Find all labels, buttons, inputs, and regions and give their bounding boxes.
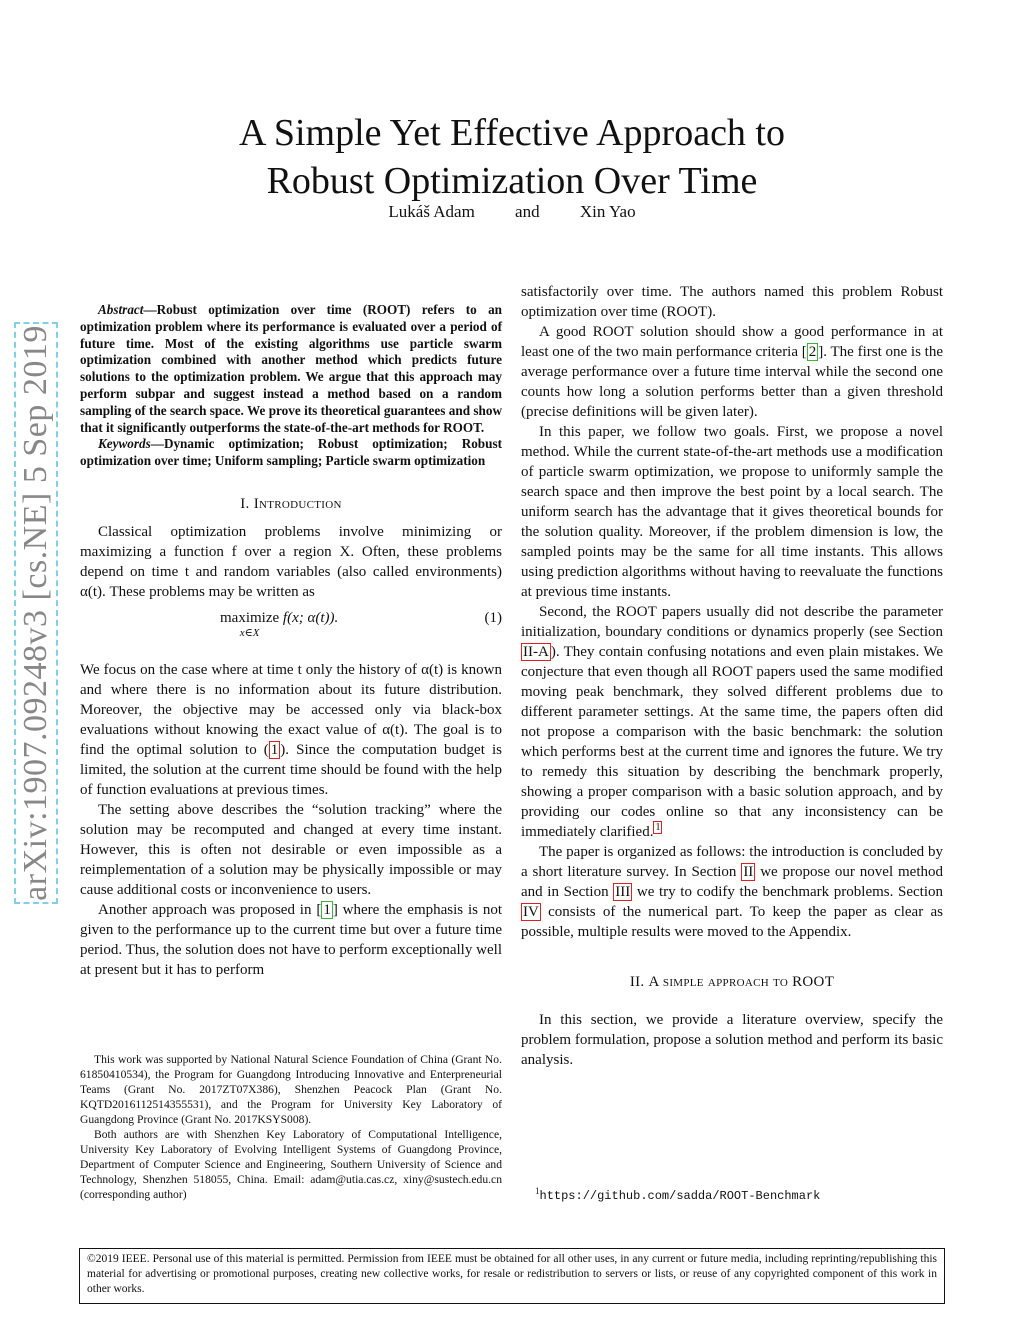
paper-title xyxy=(100,109,924,205)
text-run: ]. The first one is the average performance over a future time interval while the second one counts how long a solution performs better than a given threshold (precise definitions will be given later). xyxy=(521,344,943,420)
intro-paragraph-2 xyxy=(80,660,502,800)
text-run: we propose our novel method and in Section xyxy=(521,864,943,900)
section2-paragraph-1: In this section, we provide a literature overview, specify the problem formulation, propose a solution method and perform its basic analysis. xyxy=(521,1012,943,1068)
keywords-label: Keywords xyxy=(98,436,151,452)
title-footnotes xyxy=(80,1052,502,1202)
author-separator: and xyxy=(515,202,540,221)
section-reference-link[interactable]: II xyxy=(743,864,754,880)
text-run: ). Since the computation budget is limited, the solution at the current time should be found with the help of function evaluations at previous times. xyxy=(80,741,502,798)
equation-body xyxy=(220,608,338,639)
section-reference-link[interactable]: II-A xyxy=(523,644,549,660)
right-paragraph-4 xyxy=(521,842,943,942)
equation-operator-text: maximize xyxy=(220,609,280,626)
equation-expression: f(x; α(t)). xyxy=(282,609,339,626)
arxiv-stamp xyxy=(14,322,58,904)
section-reference-link[interactable]: IV xyxy=(523,904,539,920)
footnote-url-link[interactable]: https://github.com/sadda/ROOT-Benchmark xyxy=(539,1189,821,1203)
citation-link[interactable]: 2 xyxy=(808,344,817,360)
section-heading-introduction xyxy=(80,494,502,514)
intro-paragraph-3: The setting above describes the “solution tracking” where the solution may be recomputed and changed at every time instant. However, this is often not desirable or even impossible as a reimplementation of a solution may be physically impossible or may cause additional costs or inconvenience to users. xyxy=(80,801,502,898)
abstract-paragraph xyxy=(80,302,502,436)
footnote-1 xyxy=(535,1186,820,1203)
right-paragraph-3 xyxy=(521,602,943,842)
text-run: consists of the numerical part. To keep the paper as clear as possible, multiple results were moved to the Appendix. xyxy=(521,904,943,940)
section-title: Introduction xyxy=(253,495,342,512)
copyright-notice: ©2019 IEEE. Personal use of this material is permitted. Permission from IEEE must be obtained for all other uses, in any current or future media, including reprinting/republishing this material for advertising or promotional purposes, creating new collective works, for resale or redistribution to servers or lists, or reuse of any copyrighted component of this work in other works. xyxy=(79,1248,945,1304)
equation-1 xyxy=(80,604,502,656)
text-run: A good ROOT solution should show a good performance in at least one of the two main performance criteria [ xyxy=(521,324,943,360)
author-1: Lukáš Adam xyxy=(388,202,475,221)
author-list xyxy=(0,202,1024,222)
section-title: A simple approach to ROOT xyxy=(648,974,835,990)
citation-link[interactable]: 1 xyxy=(323,901,331,918)
right-column xyxy=(521,282,943,1070)
text-run: we try to codify the benchmark problems. Section xyxy=(632,884,943,900)
keywords-text: —Dynamic optimization; Robust optimization; Robust optimization over time; Uniform sampling; Particle swarm optimization xyxy=(80,436,502,469)
section-heading-simple-approach xyxy=(521,972,943,992)
text-run: Another approach was proposed in [ xyxy=(98,901,322,918)
equation-reference-link[interactable]: 1 xyxy=(270,741,279,758)
title-line-2: Robust Optimization Over Time xyxy=(266,160,758,203)
affiliation-note: Both authors are with Shenzhen Key Laboratory of Computational Intelligence, University Key Laboratory of Evolving Intelligent Systems of Guangdong Province, Department of Computer Science and Engineering, Southern University of Science and Technology, Shenzhen 518055, China. Email: adam@utia.cas.cz, xiny@sustech.edu.cn (corresponding author) xyxy=(80,1128,502,1201)
abstract-label: Abstract xyxy=(98,302,144,317)
text-run: ] where the emphasis is not given to the performance up to the current time but over a future time period. Thus, the solution does not have to perform exceptionally well at present but it has to perform xyxy=(80,901,502,978)
right-paragraph-1 xyxy=(521,322,943,422)
equation-number: (1) xyxy=(484,609,502,626)
abstract-text: —Robust optimization over time (ROOT) refers to an optimization problem where its performance is evaluated over a period of future time. Most of the existing algorithms use particle swarm optimization combined with another method which predicts future solutions to the optimization problem. We argue that this approach may perform subpar and suggest instead a method based on a random sampling of the search space. We prove its theoretical guarantees and show that it significantly outperforms the state-of-the-art methods for ROOT. xyxy=(80,302,502,435)
funding-note: This work was supported by National Natural Science Foundation of China (Grant No. 61850410534), the Program for Guangdong Introducing Innovative and Enterpreneurial Teams (Grant No. 2017ZT07X386), Shenzhen Peacock Plan (Grant No. KQTD2016112514355531), and the Program for University Key Laboratory of Guangdong Province (Grant No. 2017KSYS008). xyxy=(80,1053,502,1126)
section-reference-link[interactable]: III xyxy=(615,884,631,900)
equation-operator xyxy=(220,608,279,639)
title-line-1: A Simple Yet Effective Approach to xyxy=(238,112,785,155)
section-number: I. xyxy=(240,495,250,512)
right-paragraph-2: In this paper, we follow two goals. First, we propose a novel method. While the current state-of-the-art methods use a modification of particle swarm optimization, we propose to uniformly sample the search space and then improve the best point by a local search. The uniform search has the advantage that it gives theoretical bounds for the solution quality. Moreover, if the problem dimension is low, the sampled points may be the same for all time instants. This allows using prediction algorithms without having to reevaluate the functions at previous time instants. xyxy=(521,424,943,600)
intro-paragraph-1: Classical optimization problems involve minimizing or maximizing a function f over a region X. Often, these problems depend on time t and random variables (also called environments) α(t). These problems may be written as xyxy=(80,523,502,600)
text-run: Second, the ROOT papers usually did not describe the parameter initialization, boundary conditions or dynamics properly (see Section xyxy=(521,604,943,640)
intro-paragraph-4 xyxy=(80,900,502,980)
keywords-paragraph xyxy=(80,436,502,470)
section-number: II. xyxy=(629,974,645,990)
footnote-link[interactable]: 1 xyxy=(655,822,661,833)
equation-subscript: x∈X xyxy=(239,626,260,639)
author-2: Xin Yao xyxy=(579,202,636,221)
left-column xyxy=(80,282,502,980)
right-paragraph-0: satisfactorily over time. The authors named this problem Robust optimization over time (ROOT). xyxy=(521,284,943,320)
arxiv-identifier: arXiv:1907.09248v3 [cs.NE] 5 Sep 2019 xyxy=(17,325,54,901)
abstract xyxy=(80,302,502,470)
footnote-marker: 1 xyxy=(535,1186,540,1196)
text-run: We focus on the case where at time t only the history of α(t) is known and where there is no information about its future distribution. Moreover, the objective may be accessed only via black-box evaluations without knowing the exact value of α(t). The goal is to find the optimal solution to ( xyxy=(80,661,502,758)
text-run: The paper is organized as follows: the introduction is concluded by a short literature survey. In Section xyxy=(521,844,943,880)
text-run: ). They contain confusing notations and even plain mistakes. We conjecture that even though all ROOT papers used the same modified moving peak benchmark, they solved different problems due to different parameter settings. At the same time, the papers often did not propose a comparison with the basic benchmark: the solution which performs best at the current time and ignores the future. We try to remedy this situation by describing the benchmark properly, showing a proper comparison with a basic solution approach, and by providing our codes online so that any inconsistency can be immediately clarified. xyxy=(521,644,943,840)
